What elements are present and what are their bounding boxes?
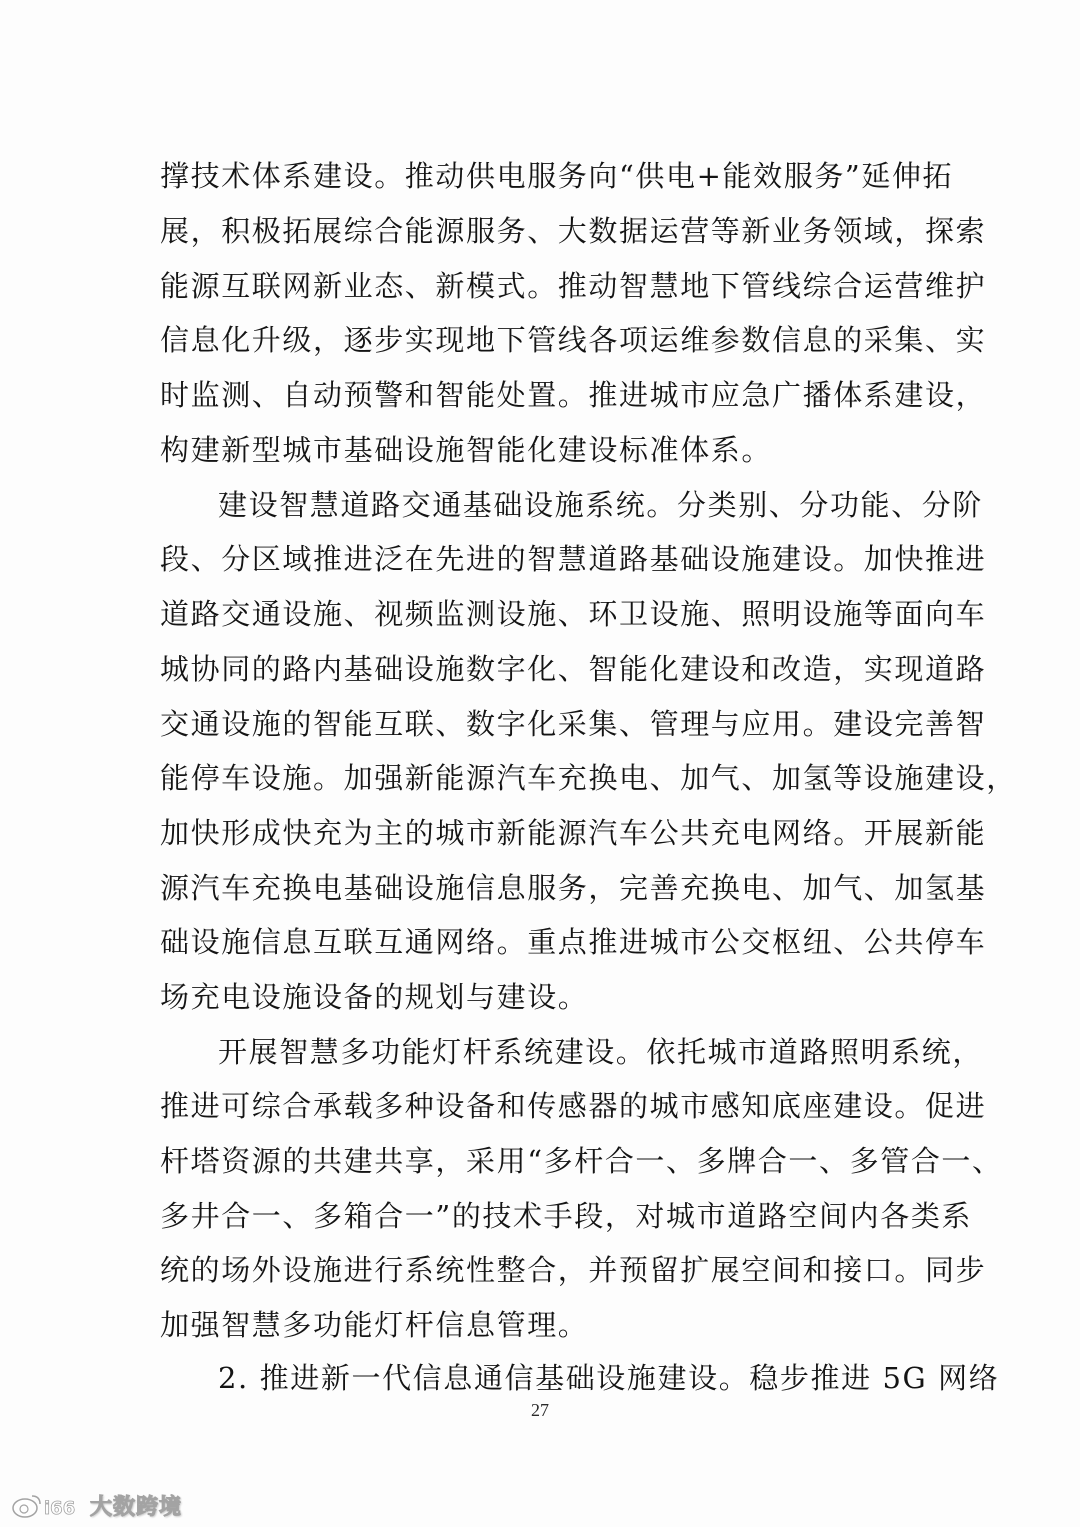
paragraph-start-line: 开展智慧多功能灯杆系统建设。依托城市道路照明系统，	[218, 1035, 984, 1069]
text-line: 交通设施的智能互联、数字化采集、管理与应用。建设完善智	[160, 707, 987, 741]
text-line: 加强智慧多功能灯杆信息管理。	[160, 1308, 589, 1342]
text-line: 础设施信息互联互通网络。重点推进城市公交枢纽、公共停车	[160, 925, 987, 959]
text-line: 加快形成快充为主的城市新能源汽车公共充电网络。开展新能	[160, 816, 987, 850]
text-line: 杆塔资源的共建共享，采用“多杆合一、多牌合一、多管合一、	[160, 1144, 1003, 1178]
section-heading-line: 2. 推进新一代信息通信基础设施建设。稳步推进 5G 网络	[218, 1361, 1000, 1395]
paragraph-start-line: 建设智慧道路交通基础设施系统。分类别、分功能、分阶	[218, 488, 984, 522]
watermark-logo-text: i66	[44, 1498, 76, 1519]
text-line: 能停车设施。加强新能源汽车充换电、加气、加氢等设施建设，	[160, 761, 1017, 795]
text-line: 段、分区域推进泛在先进的智慧道路基础设施建设。加快推进	[160, 542, 987, 576]
text-line: 信息化升级，逐步实现地下管线各项运维参数信息的采集、实	[160, 323, 987, 357]
text-line: 撑技术体系建设。推动供电服务向“供电+能效服务”延伸拓	[160, 159, 954, 193]
text-line: 场充电设施设备的规划与建设。	[160, 980, 589, 1014]
text-line: 统的场外设施进行系统性整合，并预留扩展空间和接口。同步	[160, 1253, 987, 1287]
text-line: 城协同的路内基础设施数字化、智能化建设和改造，实现道路	[160, 652, 987, 686]
text-line: 道路交通设施、视频监测设施、环卫设施、照明设施等面向车	[160, 597, 987, 631]
text-line: 推进可综合承载多种设备和传感器的城市感知底座建设。促进	[160, 1089, 987, 1123]
text-line: 展，积极拓展综合能源服务、大数据运营等新业务领域，探索	[160, 214, 987, 248]
weibo-watermark-icon	[10, 1490, 84, 1520]
text-line: 源汽车充换电基础设施信息服务，完善充换电、加气、加氢基	[160, 871, 987, 905]
text-line: 多井合一、多箱合一”的技术手段，对城市道路空间内各类系	[160, 1199, 973, 1233]
watermark-text: 大数跨境	[90, 1494, 183, 1520]
text-line: 能源互联网新业态、新模式。推动智慧地下管线综合运营维护	[160, 269, 987, 303]
watermark	[10, 1488, 182, 1522]
page-number: 27	[531, 1400, 549, 1420]
text-line: 构建新型城市基础设施智能化建设标准体系。	[160, 433, 773, 467]
text-line: 时监测、自动预警和智能处置。推进城市应急广播体系建设，	[160, 378, 987, 412]
